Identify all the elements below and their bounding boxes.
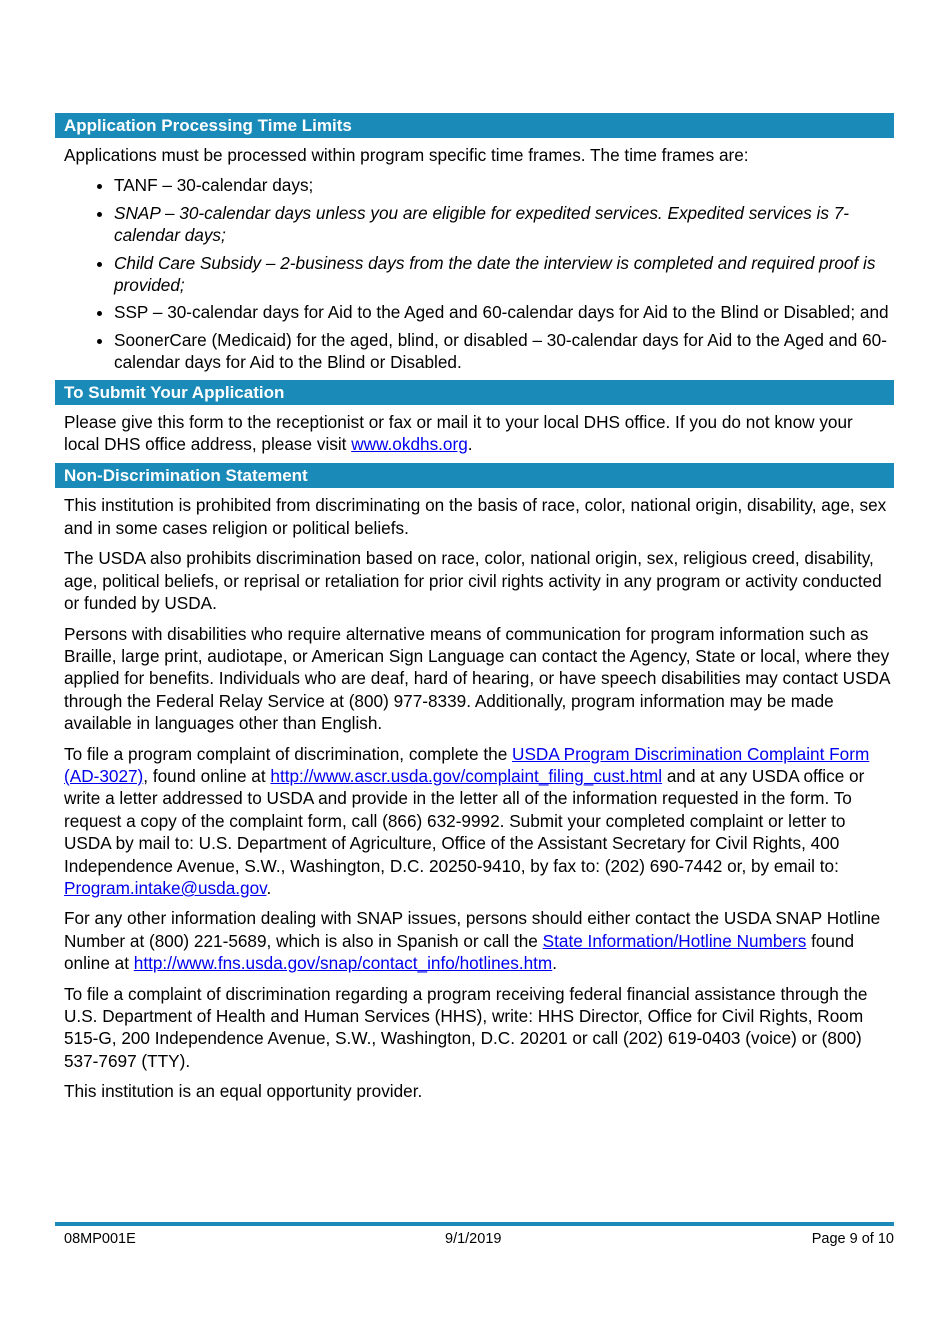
nondiscrimination-p3: Persons with disabilities who require alternative means of communication for program information such as Braille, large print, audiotape, or American Sign Language can contact the Agency, State or local, where they applied for benefits. Individuals who are deaf, hard of hearing, or have speech disabilities may contact USDA through the Federal Relay Service at (800) 977-8339. Additionally, program information may be made available in languages other than English.	[64, 623, 890, 734]
document-page	[55, 113, 894, 1111]
section-header-submit: To Submit Your Application	[55, 380, 894, 405]
footer-divider	[55, 1222, 894, 1226]
hotline-numbers-link[interactable]: State Information/Hotline Numbers	[542, 930, 807, 951]
p4-text-d: .	[266, 877, 272, 898]
complaint-form-link[interactable]: USDA Program Discrimination Complaint Form (AD-3027)	[64, 743, 870, 786]
section-header-nondiscrimination: Non-Discrimination Statement	[55, 463, 894, 488]
p4-text-b: , found online at	[143, 765, 271, 786]
nondiscrimination-p2: The USDA also prohibits discrimination based on race, color, national origin, sex, religious creed, disability, age, political beliefs, or reprisal or retaliation for prior civil rights activity in any program or activity conducted or funded by USDA.	[64, 548, 882, 614]
p4-text-c: and at any USDA office or write a letter addressed to USDA and provide in the letter all of the information requested in the form. To request a copy of the complaint form, call (866) 632-9992. Submit your completed complaint or letter to USDA by mail to: U.S. Department of Agriculture, Office of the Assistant Secretary for Civil Rights, 400 Independence Avenue, S.W., Washington, D.C. 20250-9410, by fax to: (202) 690-7442 or, by email to:	[64, 765, 865, 876]
nondiscrimination-p5	[55, 907, 894, 974]
program-intake-email-link[interactable]: Program.intake@usda.gov	[64, 877, 267, 898]
okdhs-link[interactable]: www.okdhs.org	[351, 434, 468, 455]
ascr-usda-link[interactable]: http://www.ascr.usda.gov/complaint_filing_cust.html	[270, 765, 663, 786]
p4-text-a: To file a program complaint of discrimination, complete the	[64, 743, 513, 764]
nondiscrimination-p7: This institution is an equal opportunity provider.	[64, 1081, 423, 1102]
nondiscrimination-p4	[55, 743, 894, 900]
fns-usda-link[interactable]: http://www.fns.usda.gov/snap/contact_info/hotlines.htm	[133, 953, 553, 974]
submit-paragraph	[55, 411, 894, 456]
list-item-soonercare: • SoonerCare (Medicaid) for the aged, blind, or disabled – 30-calendar days for Aid to the Aged and 60-calendar days for Aid to the Blind or Disabled.	[114, 329, 894, 374]
submit-text-end: .	[467, 434, 473, 455]
processing-time-list	[55, 174, 894, 373]
p5-text-b: found online at	[64, 930, 855, 974]
nondiscrimination-p6: To file a complaint of discrimination regarding a program receiving federal financial assistance through the U.S. Department of Health and Human Services (HHS), write: HHS Director, Office for Civil Rights, Room 515-G, 200 Independence Avenue, S.W., Washington, D.C. 20201 or call (202) 619-0403 (voice) or (800) 537-7697 (TTY).	[64, 983, 868, 1071]
form-number: 08MP001E	[64, 1231, 136, 1247]
list-item-child-care: • Child Care Subsidy – 2-business days from the date the interview is completed and required proof is provided;	[114, 252, 894, 297]
list-item-tanf: • TANF – 30-calendar days;	[114, 174, 894, 196]
p5-text-a: For any other information dealing with SNAP issues, persons should either contact the USDA SNAP Hotline Number at (800) 221-5689, which is also in Spanish or call the	[64, 908, 881, 951]
list-item-ssp: • SSP – 30-calendar days for Aid to the Aged and 60-calendar days for Aid to the Blind or Disabled; and	[114, 301, 894, 323]
nondiscrimination-p1: This institution is prohibited from discriminating on the basis of race, color, national origin, disability, age, sex and in some cases religion or political beliefs.	[64, 495, 887, 538]
section-header-processing: Application Processing Time Limits	[55, 113, 894, 138]
processing-intro: Applications must be processed within program specific time frames. The time frames are:	[64, 145, 749, 165]
p5-text-c: .	[552, 953, 558, 974]
list-item-snap: • SNAP – 30-calendar days unless you are eligible for expedited services. Expedited services is 7-calendar days;	[114, 202, 894, 247]
page-number: Page 9 of 10	[811, 1231, 894, 1247]
revision-date: 9/1/2019	[445, 1231, 502, 1247]
submit-text: Please give this form to the receptionist or fax or mail it to your local DHS office. If you do not know your local DHS office address, please visit	[64, 411, 853, 455]
